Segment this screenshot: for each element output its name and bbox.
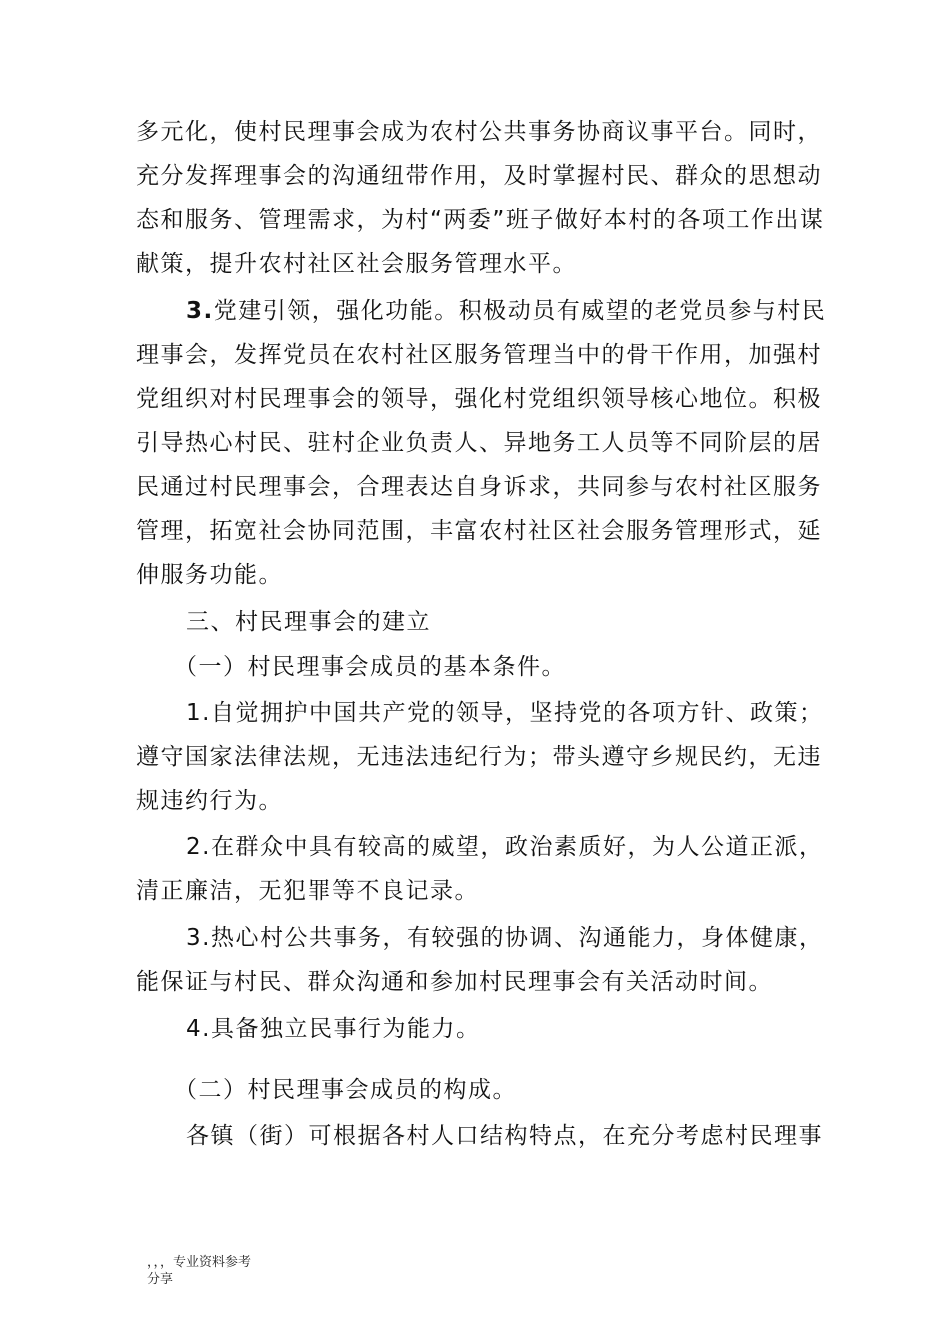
paragraph-line: 充分发挥理事会的沟通纽带作用，及时掌握村民、群众的思想动 (136, 163, 822, 189)
paragraph-line: 4.具备独立民事行为能力。 (186, 1016, 481, 1042)
paragraph-line: 伸服务功能。 (136, 562, 283, 588)
item-text: 党建引领，强化功能。积极动员有威望的老党员参与村民 (213, 298, 827, 324)
paragraph-line: 遵守国家法律法规，无违法违纪行为；带头遵守乡规民约，无违 (136, 744, 822, 770)
paragraph-line (186, 296, 836, 326)
paragraph-line: 各镇（街）可根据各村人口结构特点，在充分考虑村民理事 (186, 1123, 823, 1149)
paragraph-line: 规违约行为。 (136, 788, 283, 814)
paragraph-line: 2.在群众中具有较高的威望，政治素质好，为人公道正派， (186, 834, 824, 860)
paragraph-line: 引导热心村民、驻村企业负责人、异地务工人员等不同阶层的居 (136, 430, 822, 456)
paragraph-line: 民通过村民理事会，合理表达自身诉求，共同参与农村社区服务 (136, 474, 822, 500)
subsection-heading: （一）村民理事会成员的基本条件。 (174, 654, 566, 680)
footer-text: 分享 (147, 1272, 174, 1287)
paragraph-line: 党组织对村民理事会的领导，强化村党组织领导核心地位。积极 (136, 386, 822, 412)
paragraph-line: 态和服务、管理需求，为村“两委”班子做好本村的各项工作出谋 (136, 207, 825, 233)
paragraph-line: 理事会，发挥党员在农村社区服务管理当中的骨干作用，加强村 (136, 342, 822, 368)
paragraph-line: 1.自觉拥护中国共产党的领导，坚持党的各项方针、政策； (186, 700, 824, 726)
footer-text: ，，，专业资料参考 (147, 1255, 252, 1270)
paragraph-line: 能保证与村民、群众沟通和参加村民理事会有关活动时间。 (136, 969, 773, 995)
subsection-heading: （二）村民理事会成员的构成。 (174, 1077, 517, 1103)
paragraph-line: 清正廉洁，无犯罪等不良记录。 (136, 878, 479, 904)
item-number: 3. (186, 298, 214, 324)
paragraph-line: 管理，拓宽社会协同范围，丰富农村社区社会服务管理形式，延 (136, 518, 822, 544)
paragraph-line: 多元化，使村民理事会成为农村公共事务协商议事平台。同时， (136, 119, 822, 145)
section-heading: 三、村民理事会的建立 (186, 609, 431, 635)
paragraph-line: 献策，提升农村社区社会服务管理水平。 (136, 251, 577, 277)
paragraph-line: 3.热心村公共事务，有较强的协调、沟通能力，身体健康， (186, 925, 824, 951)
